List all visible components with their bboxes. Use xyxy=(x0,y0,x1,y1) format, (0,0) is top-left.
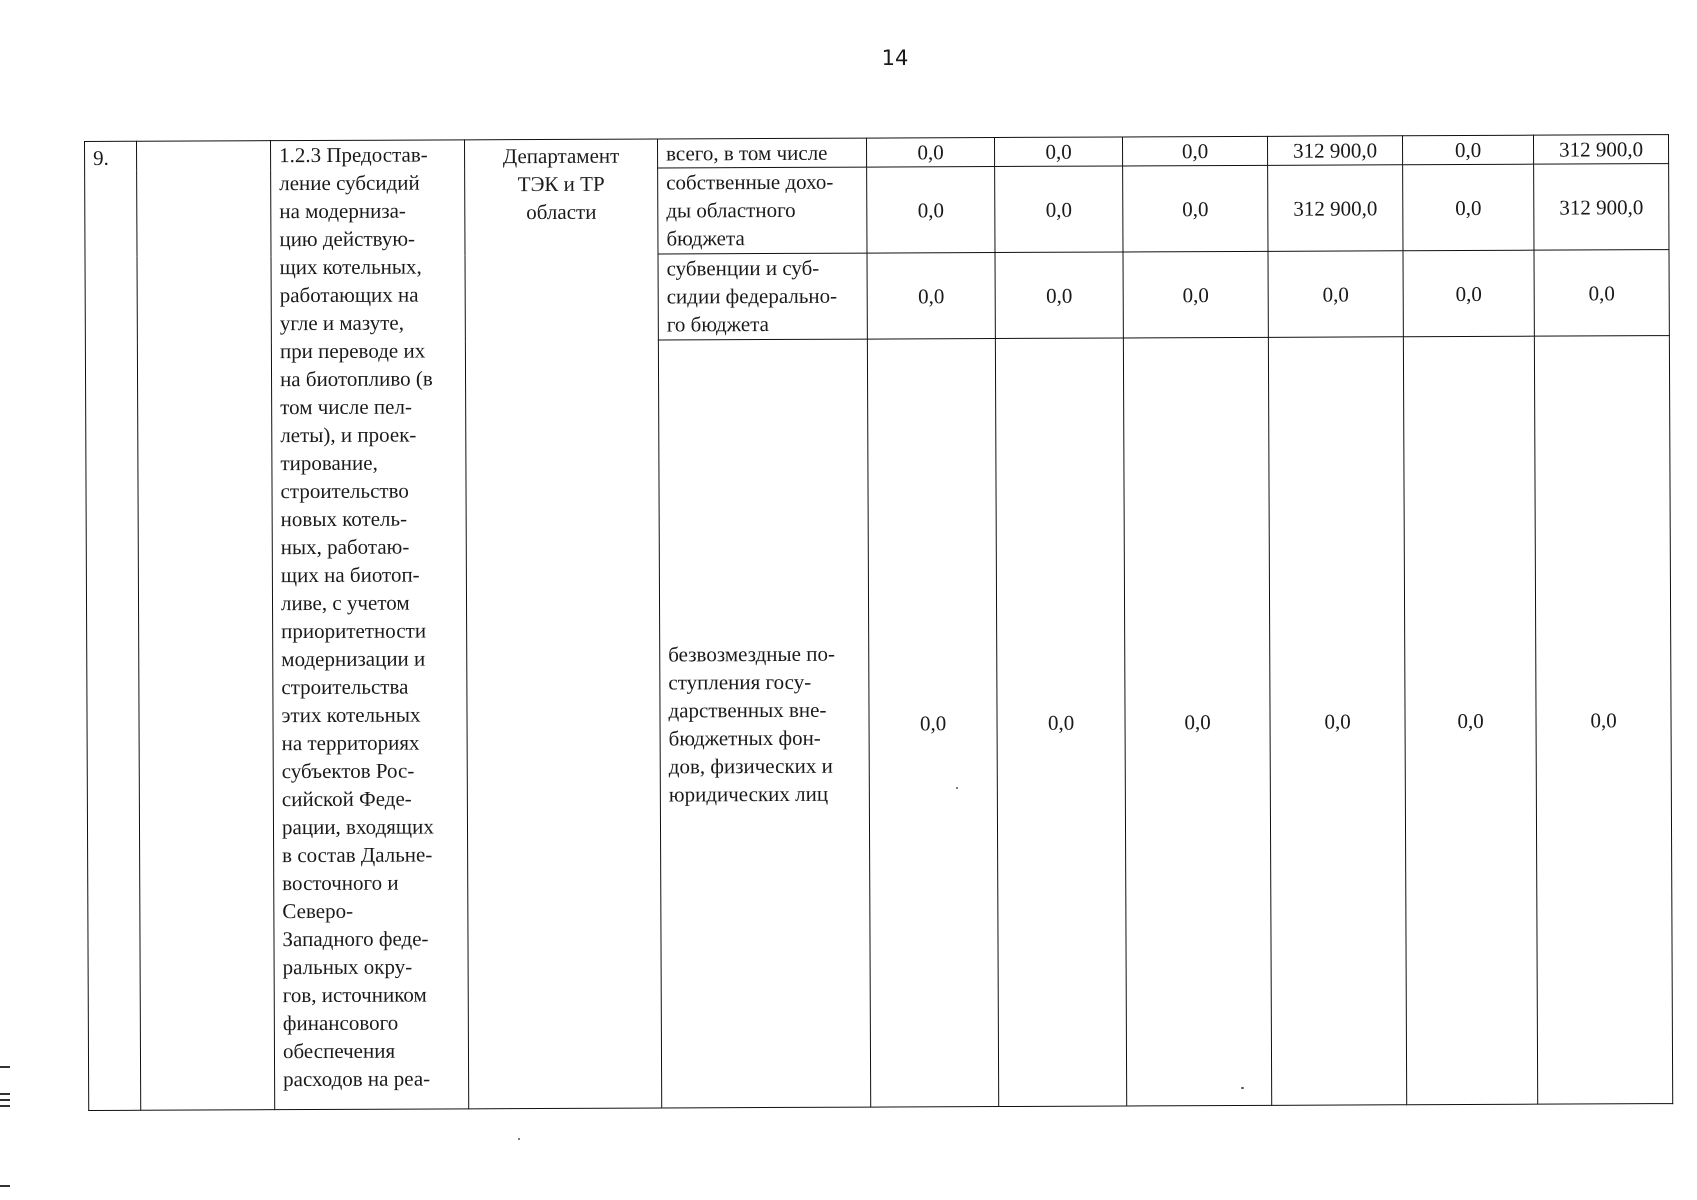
page-number: 14 xyxy=(881,46,909,70)
funding-value: 0,0 xyxy=(1268,337,1406,1106)
funding-value: 0,0 xyxy=(995,252,1123,339)
funding-value: 312 900,0 xyxy=(1268,165,1403,252)
scan-mark xyxy=(0,1093,10,1095)
scan-mark xyxy=(0,1185,10,1187)
funding-source-label: всего, в том числе xyxy=(657,138,866,168)
funding-value: 0,0 xyxy=(1403,336,1537,1105)
funding-source-label: субвенции и суб- сидии федерально- го бюджета xyxy=(658,253,867,340)
row-number: 9. xyxy=(85,141,141,1110)
scan-speck xyxy=(518,1138,520,1140)
scan-speck xyxy=(1241,1087,1244,1089)
funding-value: 312 900,0 xyxy=(1533,135,1668,165)
scan-mark xyxy=(0,1099,10,1101)
scan-mark xyxy=(0,1066,10,1068)
funding-value: 0,0 xyxy=(1122,136,1267,166)
funding-value: 0,0 xyxy=(995,166,1123,253)
funding-value: 0,0 xyxy=(995,338,1126,1107)
funding-value: 0,0 xyxy=(1123,251,1268,338)
funding-value: 0,0 xyxy=(1534,250,1669,337)
funding-value: 0,0 xyxy=(867,167,995,254)
funding-value: 0,0 xyxy=(867,339,998,1108)
funding-value: 0,0 xyxy=(1403,164,1534,251)
funding-value: 0,0 xyxy=(1403,250,1534,337)
funding-value: 0,0 xyxy=(1402,135,1533,165)
funding-value: 0,0 xyxy=(1534,336,1672,1105)
funding-value: 0,0 xyxy=(867,253,995,340)
funding-source-label: собственные дохо- ды областного бюджета xyxy=(658,167,867,254)
row-code-cell xyxy=(137,141,275,1111)
funding-value: 312 900,0 xyxy=(1534,164,1669,251)
measure-name: 1.2.3 Предостав- ление субсидий на модерниза- цию действую- щих котельных, работающих на угле и мазуте, при переводе их на биотопливо (в том числе пел- леты), и проек- тирование, строительство новых котель- ных, работаю- щих на биотоп- ливе, с учетом приоритетности модернизации и строительства этих котельных на территориях субъектов Рос- сийской Феде- рации, входящих в состав Дальне- восточного и Северо- Западного феде- ральных окру- гов, источником финансового обеспечения расходов на реа- xyxy=(271,140,469,1110)
funding-value: 0,0 xyxy=(1123,165,1268,252)
funding-value: 0,0 xyxy=(1268,251,1403,338)
funding-value: 0,0 xyxy=(994,137,1122,167)
scan-mark xyxy=(0,1105,10,1107)
funding-value: 0,0 xyxy=(866,138,994,168)
scan-speck xyxy=(956,787,958,789)
funding-table xyxy=(84,134,1673,1111)
funding-value: 312 900,0 xyxy=(1267,136,1402,166)
responsible-department: Департамент ТЭК и ТР области xyxy=(464,139,661,1109)
funding-value: 0,0 xyxy=(1123,337,1271,1106)
funding-source-label: безвозмездные по- ступления госу- дарственных вне- бюджетных фон- дов, физических и юридических лиц xyxy=(658,339,870,1108)
